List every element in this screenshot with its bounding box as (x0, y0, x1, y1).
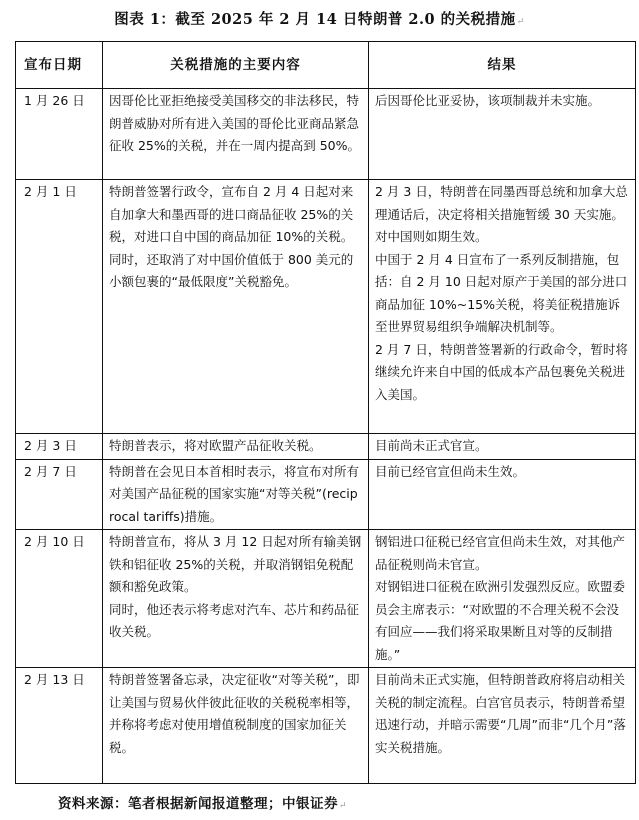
row-content (103, 668, 369, 784)
row-content (103, 459, 369, 530)
content-paragraph: 特朗普在会见日本首相时表示，将宣布对所有对美国产品征税的国家实施“对等关税”(reciprocal tariffs)措施。 (109, 463, 360, 524)
row-date: 2 月 7 日 (16, 459, 103, 530)
result-paragraph: 钢铝进口征税已经官宣但尚未生效，对其他产品征税则尚未官宣。 (375, 534, 626, 572)
content-paragraph: 特朗普签署备忘录，决定征收“对等关税”，即让美国与贸易伙伴彼此征收的关税税率相等，并称将考虑对使用增值税制度的国家加征关税。 (109, 672, 360, 755)
empty-paragraph (109, 644, 362, 667)
row-content (103, 180, 369, 434)
source-note (58, 792, 347, 812)
result-paragraph: 目前已经官宣但尚未生效。 (375, 463, 526, 479)
row-date: 2 月 3 日 (16, 434, 103, 460)
paragraph-mark-icon: ↵ (516, 17, 525, 27)
content-paragraph: 特朗普宣布，将从 3 月 12 日起对所有输美钢铁和铝征收 25%的关税，并取消钢铝免税配额和豁免政策。 (109, 534, 362, 594)
row-date: 2 月 10 日 (16, 530, 103, 668)
row-result (369, 434, 636, 460)
row-result (369, 668, 636, 784)
row-result (369, 180, 636, 434)
content-paragraph: 特朗普签署行政令，宣布自 2 月 4 日起对来自加拿大和墨西哥的进口商品征收 25%的关税，对进口自中国的商品加征 10%的关税。同时，还取消了对中国价值低于 800 美元的小额包裹的“最低限度”关税豁免。 (109, 184, 354, 289)
row-result (369, 89, 636, 180)
result-paragraph: 后因哥伦比亚妥协，该项制裁并未实施。 (375, 93, 601, 108)
figure-title-text: 图表 1：截至 2025 年 2 月 14 日特朗普 2.0 的关税措施 (114, 11, 516, 28)
content-paragraph: 因哥伦比亚拒绝接受美国移交的非法移民，特朗普威胁对所有进入美国的哥伦比亚商品紧急征收 25%的关税，并在一周内提高到 50%。 (109, 93, 361, 153)
paragraph-mark-icon: ↵ (339, 801, 348, 811)
row-date: 1 月 26 日 (16, 89, 103, 180)
table-row (16, 668, 636, 784)
source-note-text: 资料来源：笔者根据新闻报道整理；中银证券 (58, 796, 338, 812)
row-result (369, 459, 636, 530)
table-row (16, 180, 636, 434)
result-paragraph: 对钢铝进口征税在欧洲引发强烈反应。欧盟委员会主席表示：“对欧盟的不合理关税不会没有回应——我们将采取果断且对等的反制措施。” (375, 579, 626, 662)
row-content (103, 89, 369, 180)
empty-paragraph (375, 113, 629, 136)
result-paragraph: 2 月 3 日，特朗普在同墨西哥总统和加拿大总理通话后，决定将相关措施暂缓 30 天实施。对中国则如期生效。 (375, 184, 628, 244)
figure-title (0, 8, 639, 29)
table-header-row (16, 42, 636, 89)
table-row (16, 89, 636, 180)
header-result: 结果 (369, 42, 636, 89)
header-announce-date: 宣布日期 (16, 42, 103, 89)
header-main-content: 关税措施的主要内容 (103, 42, 369, 89)
row-content (103, 530, 369, 668)
content-paragraph: 特朗普表示，将对欧盟产品征收关税。 (109, 438, 322, 453)
result-paragraph: 目前尚未正式实施，但特朗普政府将启动相关关税的制定流程。白宫官员表示，特朗普希望迅速行动，并暗示需要“几周”而非“几个月”落实关税措施。 (375, 672, 626, 755)
content-paragraph: 同时，他还表示将考虑对汽车、芯片和药品征收关税。 (109, 601, 360, 639)
empty-paragraph (109, 294, 362, 317)
tariff-measures-table (15, 41, 636, 784)
table-row (16, 530, 636, 668)
result-paragraph: 目前尚未正式官宣。 (375, 438, 488, 453)
row-date: 2 月 13 日 (16, 668, 103, 784)
table-row (16, 434, 636, 460)
row-content (103, 434, 369, 460)
row-date: 2 月 1 日 (16, 180, 103, 434)
table-row (16, 459, 636, 530)
row-result (369, 530, 636, 668)
result-paragraph: 2 月 7 日，特朗普签署新的行政命令，暂时将继续允许来自中国的低成本产品包裹免关税进入美国。 (375, 341, 628, 402)
result-paragraph: 中国于 2 月 4 日宣布了一系列反制措施，包括：自 2 月 10 日起对原产于美国的部分进口商品加征 10%~15%关税，将美征税措施诉至世界贸易组织争端解决机制等。 (375, 251, 628, 334)
